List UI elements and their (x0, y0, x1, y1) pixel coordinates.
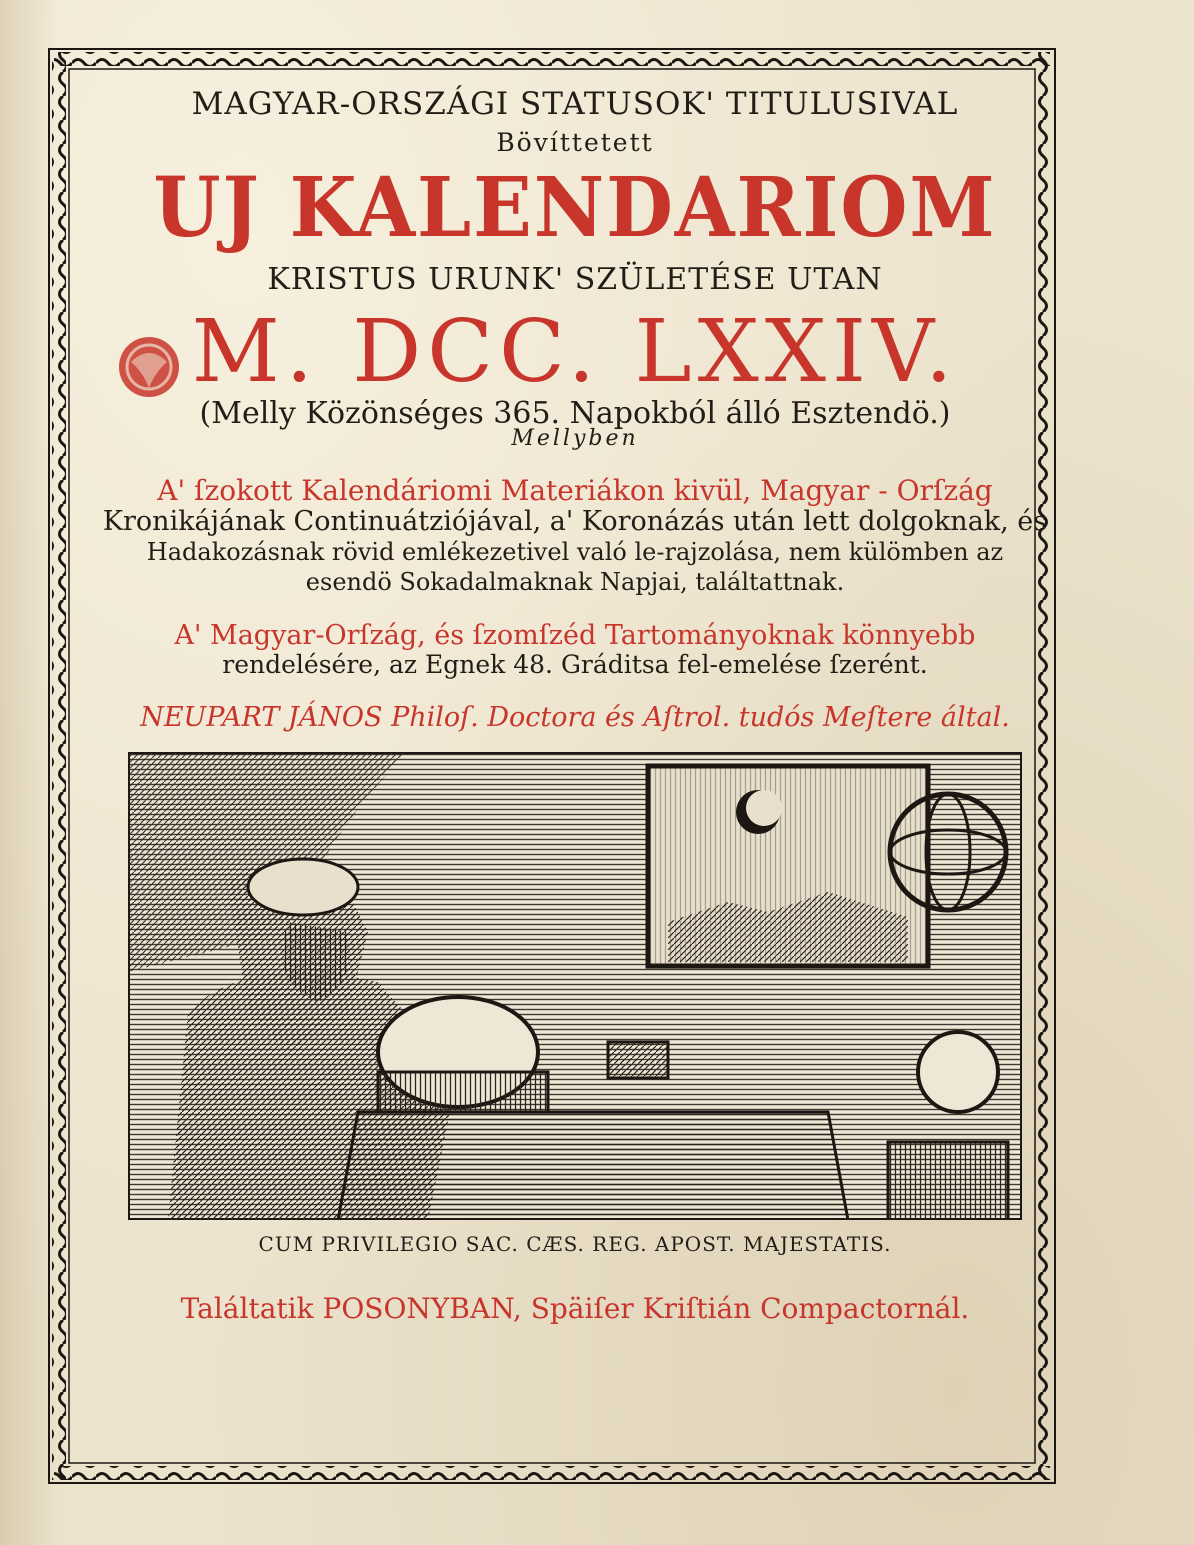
description-line-2: Kronikájának Continuátziójával, a' Koronázás után lett dolgoknak, és (102, 506, 1048, 537)
title-line-expanded: Bövíttetett (496, 128, 654, 157)
author-line: NEUPART JÁNOS Philoſ. Doctora és Aſtrol. tudós Meſtere által. (140, 702, 1010, 733)
main-title: UJ KALENDARIOM (153, 160, 997, 256)
title-line-in-which: Mellyben (511, 426, 639, 451)
title-line-statuses: MAGYAR-ORSZÁGI STATUSOK' TITULUSIVAL (191, 86, 959, 122)
description-line-3: Hadakozásnak rövid emlékezetivel való le-rajzolása, nem külömben az (146, 538, 1004, 566)
imprint-line: Találtatik POSONYBAN, Späiſer Kriſtián Compactornál. (180, 1292, 970, 1325)
arrangement-line-1: A' Magyar-Orſzág, és ſzomſzéd Tartományoknak könnyebb (174, 620, 976, 651)
description-line-1: A' ſzokott Kalendáriomi Materiákon kivül, Magyar - Orſzág (157, 474, 993, 507)
description-line-4: esendö Sokadalmaknak Napjai, találtattnak. (305, 568, 845, 596)
year-roman: M. DCC. LXXIV. (191, 302, 959, 402)
title-line-birth: KRISTUS URUNK' SZÜLETÉSE UTAN (267, 262, 883, 297)
privilege-line: CUM PRIVILEGIO SAC. CÆS. REG. APOST. MAJESTATIS. (258, 1232, 892, 1256)
title-line-year-days: (Melly Közönséges 365. Napokból álló Esztendö.) (199, 396, 951, 431)
red-seal-stamp (115, 332, 183, 402)
astronomer-woodcut-image (128, 752, 1022, 1220)
arrangement-line-2: rendelésére, az Egnek 48. Gráditsa fel-emelése ſzerént. (222, 650, 928, 679)
